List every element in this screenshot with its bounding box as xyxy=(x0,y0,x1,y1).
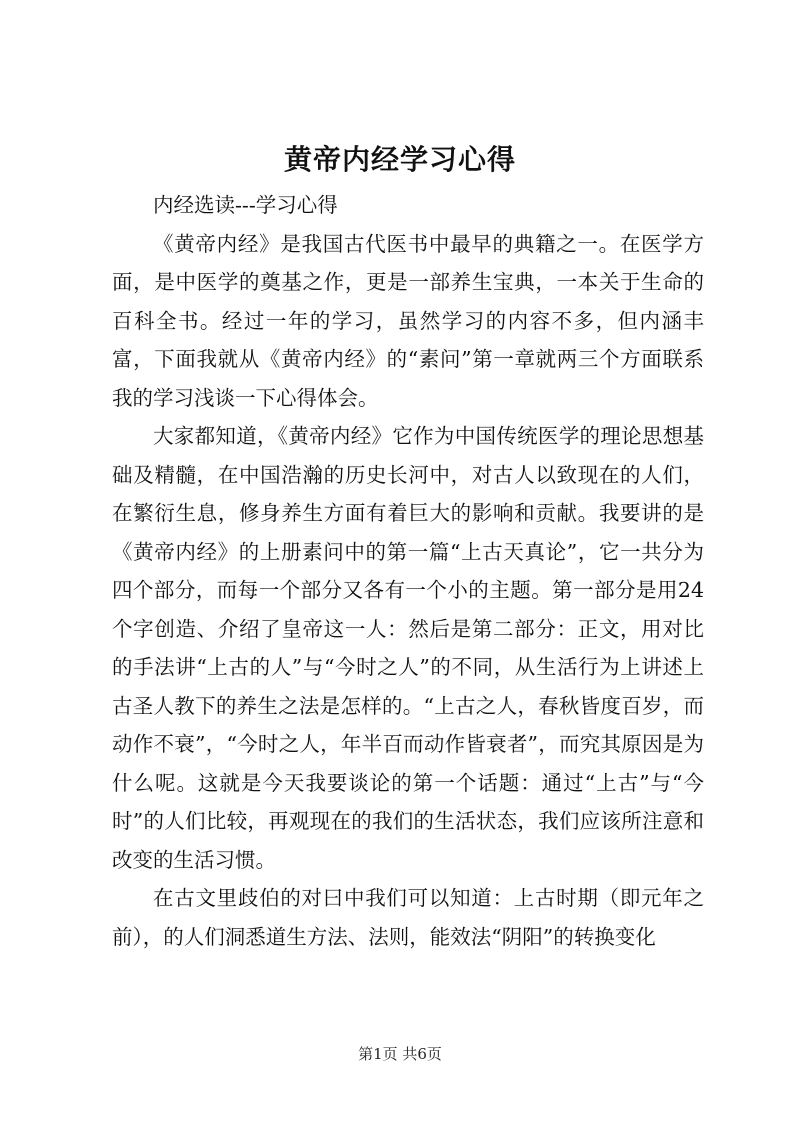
document-body xyxy=(112,186,704,956)
paragraph-intro: 《黄帝内经》是我国古代医书中最早的典籍之一。在医学方面，是中医学的奠基之作，更是一部养生宝典，一本关于生命的百科全书。经过一年的学习，虽然学习的内容不多，但内涵丰富，下面我就从《黄帝内经》的“素问”第一章就两三个方面联系我的学习浅谈一下心得体会。 xyxy=(112,231,704,410)
paragraph-continued: 在古文里歧伯的对曰中我们可以知道：上古时期（即元年之前），的人们洞悉道生方法、法则，能效法“阴阳”的转换变化 xyxy=(112,886,704,949)
paragraph-subtitle: 内经选读---学习心得 xyxy=(153,193,338,217)
paragraph-main: 大家都知道，《黄帝内经》它作为中国传统医学的理论思想基础及精髓，在中国浩瀚的历史长河中，对古人以致现在的人们，在繁衍生息，修身养生方面有着巨大的影响和贡献。我要讲的是《黄帝内经》的上册素问中的第一篇“上古天真论”，它一共分为四个部分，而每一个部分又各有一个小的主题。第一部分是用24个字创造、介绍了皇帝这一人：然后是第二部分：正文，用对比的手法讲“上古的人”与“今时之人”的不同，从生活行为上讲述上古圣人教下的养生之法是怎样的。“上古之人，春秋皆度百岁，而动作不衰”，“今时之人，年半百而动作皆衰者”，而究其原因是为什么呢。这就是今天我要谈论的第一个话题：通过“上古”与“今时”的人们比较，再观现在的我们的生活状态，我们应该所注意和改变的生活习惯。 xyxy=(112,424,704,872)
document-title: 黄帝内经学习心得 xyxy=(283,143,516,176)
page-footer: 第1页 共6页 xyxy=(358,1045,442,1063)
